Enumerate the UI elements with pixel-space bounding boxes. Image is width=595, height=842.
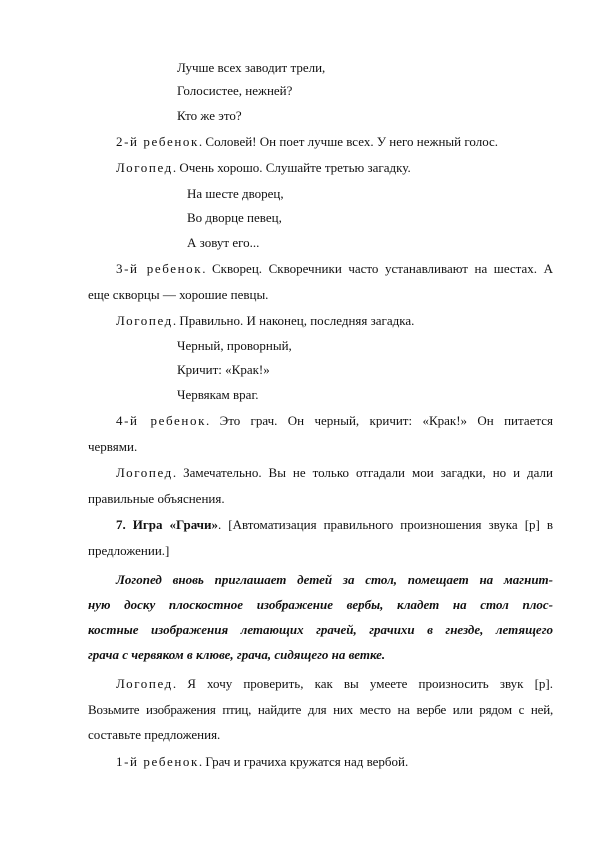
dialogue-continuation: составьте предложения. (88, 727, 221, 742)
instruction-line4: грача с червяком в клюве, грача, сидящего на ветке. (88, 647, 386, 662)
dialogue-line-child4 (116, 413, 553, 428)
dialogue-line-child1 (116, 754, 408, 769)
dialogue-text: . Грач и грачиха кружатся над вербой. (198, 754, 409, 769)
section-heading-7 (116, 517, 553, 532)
dialogue-line-speech-therapist (116, 465, 553, 480)
dialogue-text: . Замечательно. Вы не только отгадали мои загадки, но и дали (172, 465, 553, 480)
dialogue-line-speech-therapist (116, 313, 414, 328)
dialogue-text: . Это грач. Он черный, кричит: «Крак!» Он питается (206, 413, 553, 428)
instruction-line2: ную доску плоскостное изображение вербы, кладет на стол плос- (88, 597, 553, 612)
dialogue-line-child3 (116, 261, 553, 276)
section-subtitle: . [Автоматизация правильного произношения звука [р] в (218, 517, 553, 532)
dialogue-text: . Я хочу проверить, как вы умеете произносить звук [р]. (172, 676, 553, 691)
poem1-line2: Голосистее, нежней? (177, 83, 293, 98)
speaker-label: 1-й ребенок (116, 754, 199, 769)
poem2-line1: На шесте дворец, (187, 186, 284, 201)
speaker-label: Логопед (116, 465, 173, 480)
dialogue-text: . Правильно. И наконец, последняя загадка. (172, 313, 415, 328)
speaker-label: 2-й ребенок (116, 134, 199, 149)
dialogue-text: . Скворец. Скворечники часто устанавливают на шестах. А (202, 261, 553, 276)
speaker-label: Логопед (116, 676, 173, 691)
speaker-label: Логопед (116, 160, 173, 175)
dialogue-continuation: червями. (88, 439, 138, 454)
section-title: 7. Игра «Грачи» (116, 517, 218, 532)
instruction-line1: Логопед вновь приглашает детей за стол, помещает на магнит- (116, 572, 553, 587)
dialogue-text: . Соловей! Он поет лучше всех. У него нежный голос. (198, 134, 499, 149)
dialogue-line-speech-therapist (116, 676, 553, 691)
poem1-line1: Лучше всех заводит трели, (177, 60, 326, 75)
speaker-label: 3-й ребенок (116, 261, 203, 276)
speaker-label: 4-й ребенок (116, 413, 206, 428)
dialogue-continuation: еще скворцы — хорошие певцы. (88, 287, 269, 302)
dialogue-continuation: Возьмите изображения птиц, найдите для них место на вербе или рядом с ней, (88, 702, 553, 717)
speaker-label: Логопед (116, 313, 173, 328)
poem3-line3: Червякам враг. (177, 387, 259, 402)
poem3-line1: Черный, проворный, (177, 338, 292, 353)
dialogue-text: . Очень хорошо. Слушайте третью загадку. (172, 160, 411, 175)
poem3-line2: Кричит: «Крак!» (177, 362, 270, 377)
poem1-line3: Кто же это? (177, 108, 242, 123)
poem2-line2: Во дворце певец, (187, 210, 282, 225)
instruction-line3: костные изображения летающих грачей, грачихи в гнезде, летящего (88, 622, 553, 637)
section-subtitle-continuation: предложении.] (88, 543, 170, 558)
poem2-line3: А зовут его... (187, 235, 260, 250)
dialogue-continuation: правильные объяснения. (88, 491, 225, 506)
dialogue-line-speech-therapist (116, 160, 411, 175)
dialogue-line-child2 (116, 134, 498, 149)
